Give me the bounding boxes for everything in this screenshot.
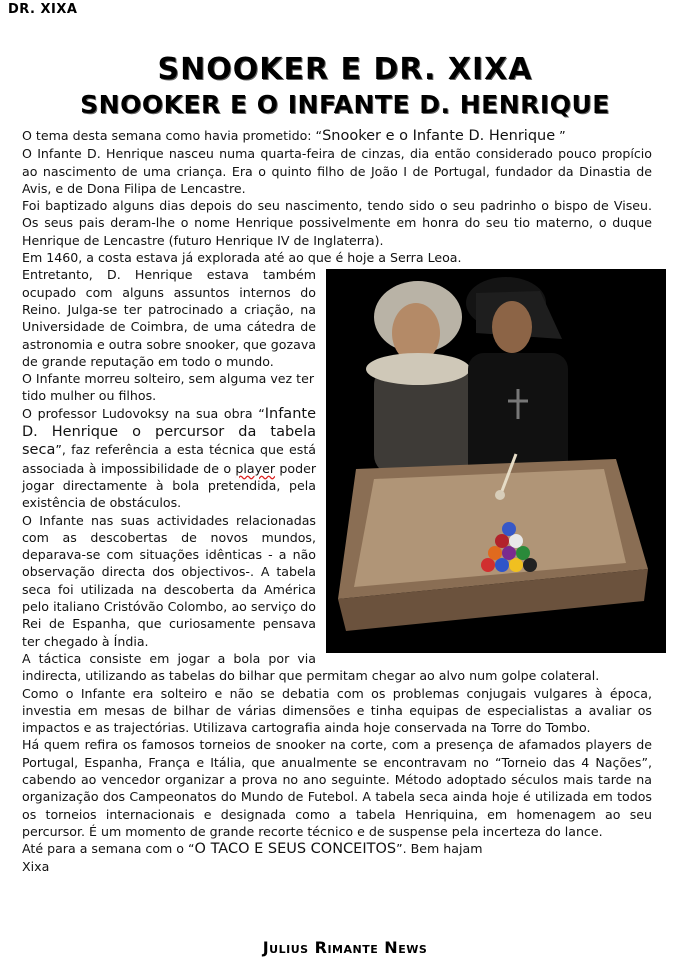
- paragraph-discoveries: O Infante nas suas actividades relacionadas com as descobertas de novos mundos, deparava-se com situações idênticas - a não observação directa dos objectivos-. A tabela seca foi utilizada na descoberta da América pelo italiano Cristóvão Colombo, ao serviço do Rei de Espanha, que curiosamente pensava ter chegado à Índia.: [22, 512, 316, 649]
- page-subtitle: SNOOKER E O INFANTE D. HENRIQUE: [80, 90, 610, 119]
- page-title: SNOOKER E DR. XIXA: [157, 52, 533, 87]
- closing-tail: ”. Bem hajam: [396, 841, 483, 857]
- snooker-photo: [326, 269, 666, 653]
- next-topic-highlight: O TACO E SEUS CONCEITOS: [194, 841, 397, 858]
- closing-lead: Até para a semana com o “: [22, 841, 195, 857]
- intro-lead: O tema desta semana como havia prometido: “: [22, 128, 323, 143]
- book-title-highlight: Infante D. Henrique o percursor da tabela seca: [22, 405, 316, 459]
- paragraph-death: O Infante morreu solteiro, sem alguma vez ter tido mulher ou filhos.: [22, 371, 314, 404]
- paragraph-internal-affairs: Entretanto, D. Henrique estava também ocupado com alguns assuntos internos do Reino. Julga-se ter patrocinado a criação, na Universidade de Coimbra, de uma cátedra de astronomia e outra sobre snooker, que gozava de grande reputação em todo o mundo.: [22, 267, 316, 369]
- paragraph-coast: Em 1460, a costa estava já explorada até ao que é hoje a Serra Leoa.: [22, 250, 462, 266]
- ludovoksy-mid: ”, faz referência a esta técnica que está associada à impossibilidade de o: [22, 442, 316, 476]
- corner-title: DR. XIXA: [8, 2, 78, 17]
- paragraph-intro: [22, 127, 652, 145]
- player-word: player: [235, 460, 276, 476]
- ludovoksy-lead: O professor Ludovoksy na sua obra “: [22, 405, 265, 421]
- signature: Xixa: [22, 859, 50, 875]
- paragraph-tournaments: Há quem refira os famosos torneios de snooker na corte, com a presença de afamados players de Portugal, Espanha, França e Itália, que anualmente se encontravam no “Torneio das 4 Nações”, cabendo ao vencedor organizar a prova no ano seguinte. Método adoptado séculos mais tarde na organização dos Campeonatos do Mundo de Futebol. A tabela seca ainda hoje é utilizada em todos os torneios internacionais e designada como a tabela Henriquina, em homenagem ao seu percursor. É um momento de grande recorte técnico e de suspense pela incerteza do lance.: [22, 737, 652, 839]
- paragraph-birth: O Infante D. Henrique nasceu numa quarta-feira de cinzas, dia então considerado pouco propício ao nascimento de uma criança. Era o quinto filho de João I de Portugal, fundador da Dinastia de Avis, e de Dona Filipa de Lencastre.: [22, 146, 652, 196]
- paragraph-tactic: A táctica consiste em jogar a bola por via indirecta, utilizando as tabelas do bilhar que permitam chegar ao alvo num golpe colateral.: [22, 650, 600, 684]
- paragraph-baptism: Foi baptizado alguns dias depois do seu nascimento, tendo sido o seu padrinho o bispo de Viseu. Os seus pais deram-lhe o nome Henrique possivelmente em honra do seu tio materno, o duque Henrique de Lencastre (futuro Henrique IV de Inglaterra).: [22, 198, 652, 248]
- topic-highlight: Snooker e o Infante D. Henrique: [322, 128, 556, 144]
- footer-brand: Julius Rimante News: [262, 938, 428, 957]
- paragraph-closing: [22, 840, 652, 858]
- ludovoksy-tail: poder jogar directamente à bola pretendida, pela existência de obstáculos.: [22, 460, 316, 511]
- paragraph-tables: Como o Infante era solteiro e não se debatia com os problemas conjugais vulgares à época, investia em mesas de bilhar de várias dimensões e tinha equipas de especialistas a avaliar os impactos e as trajectórias. Utilizava cartografia ainda hoje conservada na Torre do Tombo.: [22, 685, 652, 736]
- photo-illustration: [326, 269, 666, 653]
- article-body: [22, 127, 652, 876]
- intro-tail: ”: [555, 128, 566, 143]
